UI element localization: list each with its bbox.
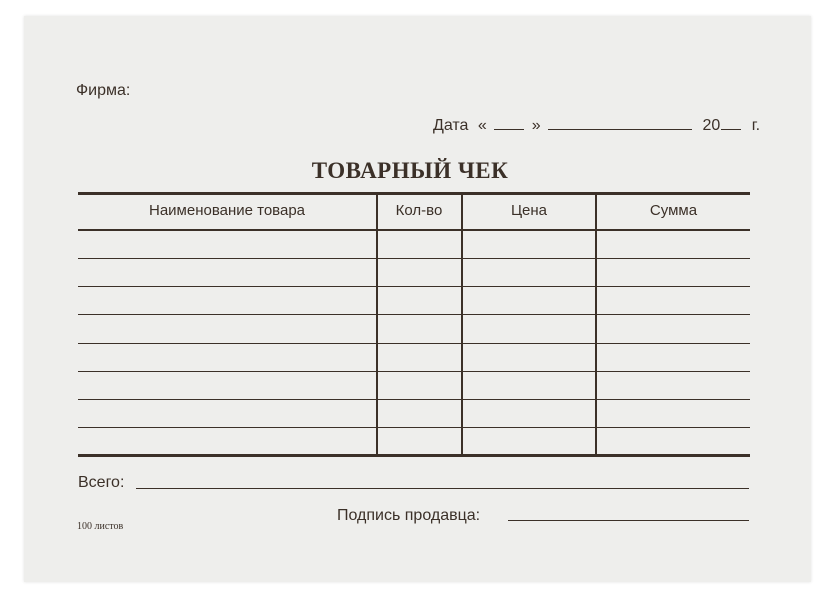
- table-row[interactable]: [78, 315, 750, 342]
- date-label: Дата: [433, 117, 469, 134]
- table-row[interactable]: [78, 231, 750, 258]
- column-header-price: Цена: [510, 202, 548, 219]
- table-row[interactable]: [78, 344, 750, 371]
- date-quote-close: »: [531, 117, 541, 134]
- table-row[interactable]: [78, 400, 750, 427]
- firm-label: Фирма:: [76, 82, 131, 99]
- year-prefix: 20: [702, 117, 721, 134]
- column-header-qty: Кол-во: [395, 202, 443, 219]
- form-title: ТОВАРНЫЙ ЧЕК: [311, 158, 509, 183]
- signature-field[interactable]: [508, 520, 749, 521]
- date-quote-open: «: [477, 117, 487, 134]
- goods-table: [78, 192, 750, 457]
- column-header-sum: Сумма: [649, 202, 698, 219]
- sheets-note: 100 листов: [77, 521, 124, 532]
- table-row[interactable]: [78, 287, 750, 314]
- column-header-name: Наименование товара: [148, 202, 306, 219]
- table-row[interactable]: [78, 372, 750, 399]
- total-label: Всего:: [78, 474, 125, 491]
- table-row[interactable]: [78, 259, 750, 286]
- table-row[interactable]: [78, 428, 750, 455]
- table-top-border: [78, 192, 750, 195]
- signature-label: Подпись продавца:: [337, 507, 481, 524]
- month-blank: [548, 115, 692, 130]
- total-field[interactable]: [136, 488, 749, 489]
- year-blank: [721, 115, 741, 130]
- year-suffix: г.: [751, 117, 761, 134]
- date-row: [433, 115, 760, 135]
- day-blank: [494, 115, 524, 130]
